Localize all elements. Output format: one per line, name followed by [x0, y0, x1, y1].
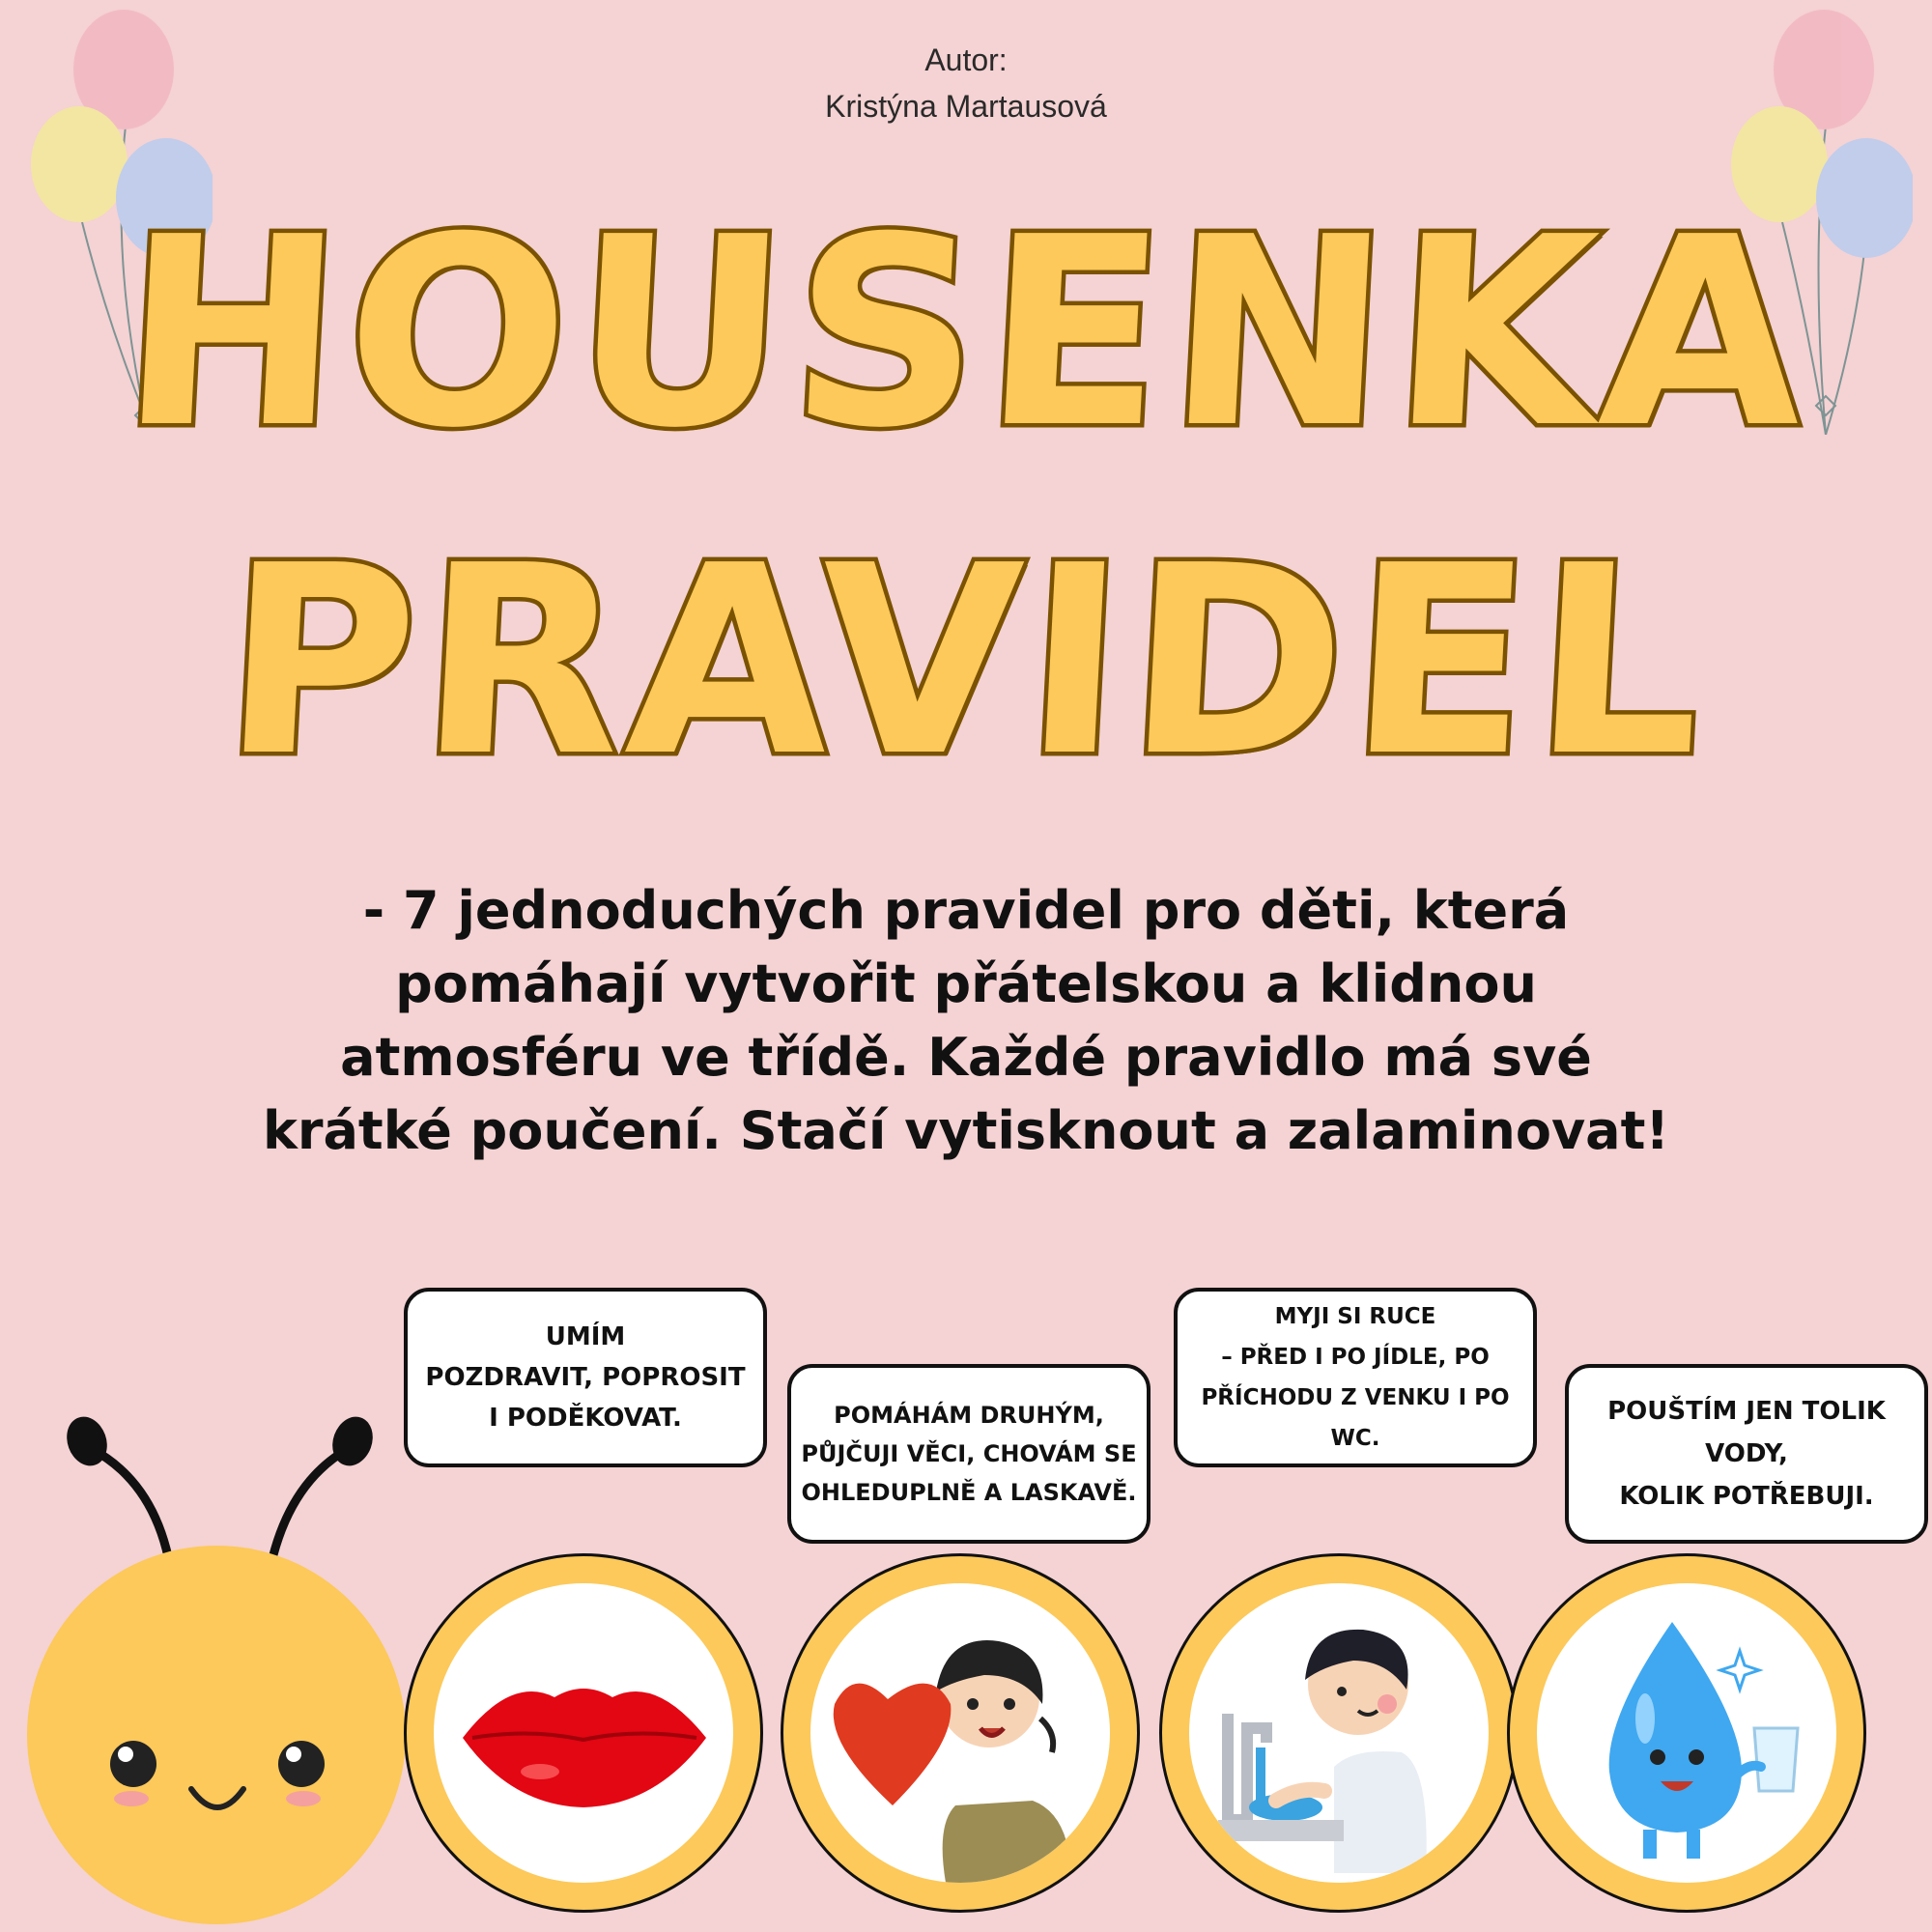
description-line: pomáhají vytvořit přátelskou a klidnou [395, 953, 1537, 1014]
rule-text: I PODĚKOVAT. [489, 1404, 682, 1433]
rule-text: WC. [1330, 1426, 1380, 1451]
rule-text: POZDRAVIT, POPROSIT [425, 1363, 746, 1392]
author-label: Autor: [924, 43, 1008, 77]
boy-washing-hands-icon [1189, 1583, 1489, 1883]
rule-circle-helping [781, 1553, 1140, 1913]
rule-text: – PŘED I PO JÍDLE, PO [1221, 1345, 1490, 1370]
rule-text: POMÁHÁM DRUHÝM, [834, 1402, 1104, 1429]
rule-circle-greeting [404, 1553, 763, 1913]
title-line-2: PRAVIDEL [216, 509, 1716, 813]
water-drop-icon [1537, 1583, 1836, 1883]
author-name: Kristýna Martausová [825, 89, 1107, 124]
author-block [676, 37, 1256, 129]
rule-circle-handwashing [1159, 1553, 1519, 1913]
rule-text: VODY, [1705, 1439, 1788, 1468]
rule-bubble-helping [787, 1364, 1151, 1544]
rule-text: PŮJČUJI VĚCI, CHOVÁM SE [801, 1440, 1137, 1467]
rule-text: MYJI SI RUCE [1274, 1304, 1436, 1329]
lips-icon [434, 1583, 733, 1883]
girl-with-heart-icon [810, 1583, 1110, 1883]
description-line: krátké poučení. Stačí vytisknout a zalaminovat! [262, 1100, 1670, 1161]
title-line-1: HOUSENKA [114, 181, 1818, 485]
rule-bubble-handwashing [1174, 1288, 1537, 1467]
rule-text: KOLIK POTŘEBUJI. [1619, 1482, 1874, 1511]
rule-text: UMÍM [545, 1322, 626, 1351]
rule-bubble-greeting [404, 1288, 767, 1467]
caterpillar-head-icon [27, 1546, 406, 1924]
rule-text: OHLEDUPLNĚ A LASKAVĚ. [801, 1479, 1137, 1506]
description-line: atmosféru ve třídě. Každé pravidlo má své [340, 1027, 1592, 1088]
rule-bubble-water [1565, 1364, 1928, 1544]
rule-text: POUŠTÍM JEN TOLIK [1607, 1397, 1886, 1426]
rule-circle-water [1507, 1553, 1866, 1913]
description [193, 874, 1739, 1168]
description-line: - 7 jednoduchých pravidel pro děti, která [362, 880, 1570, 941]
rule-text: PŘÍCHODU Z VENKU I PO [1201, 1385, 1510, 1410]
